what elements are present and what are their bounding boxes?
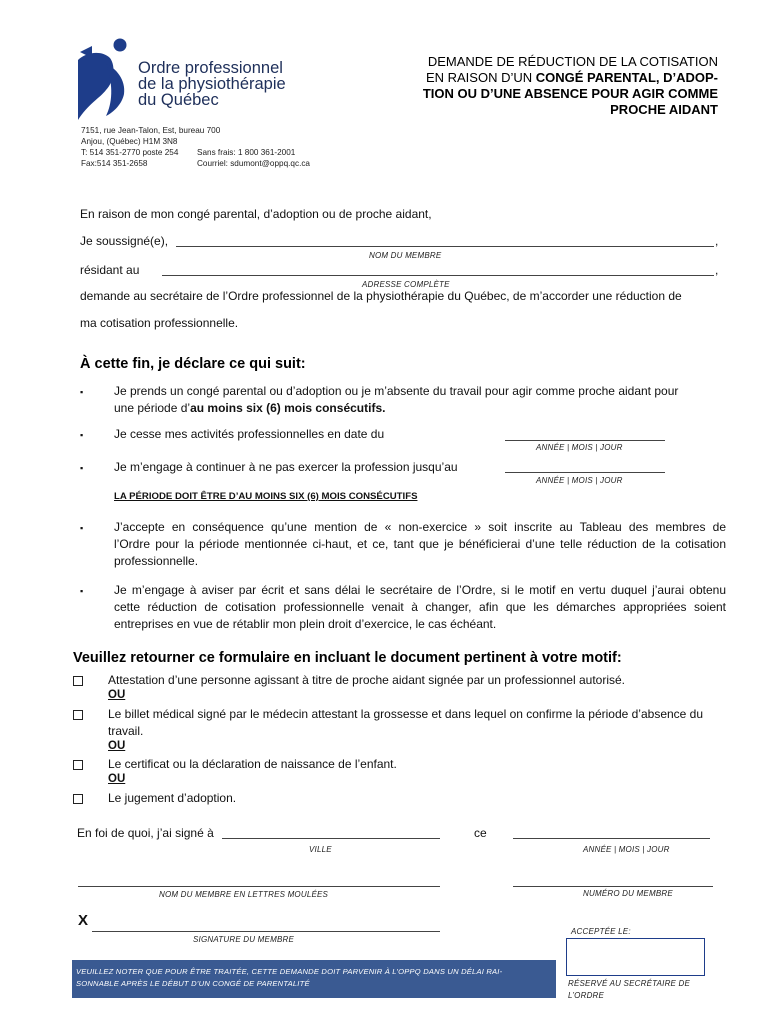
soussigne-label: Je soussigné(e),	[80, 234, 169, 248]
birth-certificate-checkbox[interactable]	[73, 760, 83, 770]
option-birth-certificate: Le certificat ou la déclaration de naissance de l’enfant.	[108, 757, 397, 771]
intro-line: En raison de mon congé parental, d’adoption ou de proche aidant,	[80, 207, 432, 221]
declaration-item-1	[114, 383, 726, 417]
declaration-item-1-line-1: Je prends un congé parental ou d’adoption ou je m’absente du travail pour agir comme proche aidant pour	[114, 384, 679, 398]
signature-caption: SIGNATURE DU MEMBRE	[193, 935, 294, 944]
logo-line-3: du Québec	[138, 91, 219, 109]
notice-line-2: SONNABLE APRÈS LE DÉBUT D’UN CONGÉ DE PARENTALITÉ	[76, 979, 310, 988]
declaration-item-1-line-2-plain: une période d’	[114, 401, 191, 415]
ou-label: OU	[108, 740, 126, 752]
sign-date-field[interactable]	[513, 838, 710, 839]
acceptee-label: ACCEPTÉE LE:	[571, 927, 631, 936]
sign-date-caption: ANNÉE | MOIS | JOUR	[583, 845, 670, 854]
declaration-item-1-line-2-bold: au moins six (6) mois consécutifs.	[190, 401, 386, 415]
declaration-item-5-line-3: entreprises en vue de rétablir mon plein droit d’exercice, le cas échéant.	[114, 617, 497, 631]
end-date-caption: ANNÉE | MOIS | JOUR	[536, 476, 623, 485]
ce-label: ce	[474, 826, 487, 840]
signature-x-mark: X	[78, 912, 89, 929]
address-tollfree: Sans frais: 1 800 361-2001	[197, 148, 296, 157]
title-line-2-bold: CONGÉ PARENTAL, D’ADOP-	[535, 70, 718, 85]
start-date-field[interactable]	[505, 440, 665, 441]
reserve-line-2: L’ORDRE	[568, 991, 605, 1000]
address-block	[81, 125, 341, 169]
declaration-item-3: Je m’engage à continuer à ne pas exercer la profession jusqu’au	[114, 460, 458, 474]
signature-field[interactable]	[92, 931, 440, 932]
bullet-icon: ▪	[80, 430, 84, 440]
page-title	[380, 54, 718, 118]
declaration-item-4	[114, 519, 726, 570]
bullet-icon: ▪	[80, 523, 84, 533]
end-date-field[interactable]	[505, 472, 665, 473]
residant-label: résidant au	[80, 263, 140, 277]
declaration-heading: À cette fin, je déclare ce qui suit:	[80, 356, 306, 372]
acceptance-date-box[interactable]	[566, 938, 705, 976]
comma-1: ,	[715, 234, 719, 248]
address-fax: Fax:514 351-2658	[81, 159, 148, 168]
notice-line-1: VEUILLEZ NOTER QUE POUR ÊTRE TRAITÉE, CETTE DEMANDE DOIT PARVENIR À L’OPPQ DANS UN DÉLAI RAI-	[76, 967, 503, 976]
address-city: Anjou, (Québec) H1M 3N8	[81, 137, 178, 146]
ou-label: OU	[108, 689, 126, 701]
logo-mark-icon	[76, 38, 138, 122]
declaration-item-5-line-2: cette réduction de cotisation professionnelle venait à changer, afin que les démarches appropriées soient	[114, 600, 726, 614]
reserve-line-1: RÉSERVÉ AU SECRÉTAIRE DE	[568, 979, 691, 988]
title-line-3: TION OU D’UNE ABSENCE POUR AGIR COMME	[422, 86, 718, 101]
option-medical-line-2: travail.	[108, 724, 144, 738]
medical-checkbox[interactable]	[73, 710, 83, 720]
attestation-checkbox[interactable]	[73, 676, 83, 686]
option-adoption: Le jugement d’adoption.	[108, 791, 237, 805]
address-street: 7151, rue Jean-Talon, Est, bureau 700	[81, 126, 221, 135]
comma-2: ,	[715, 263, 719, 277]
title-line-4: PROCHE AIDANT	[610, 102, 718, 117]
ou-label: OU	[108, 773, 126, 785]
reserve-note	[568, 978, 690, 1002]
member-name-field[interactable]	[176, 246, 714, 247]
member-print-name-caption: NOM DU MEMBRE EN LETTRES MOULÉES	[159, 890, 329, 899]
declaration-item-5	[114, 582, 726, 633]
adoption-checkbox[interactable]	[73, 794, 83, 804]
declaration-item-4-line-3: professionnelle.	[114, 554, 199, 568]
declaration-item-4-line-2: l’Ordre pour la période mentionnée ci-haut, et ce, tant que je bénéficierai d’une telle réduction de la cotisation	[114, 537, 726, 551]
member-number-caption: NUMÉRO DU MEMBRE	[583, 889, 673, 898]
period-notice: LA PÉRIODE DOIT ÊTRE D’AU MOINS SIX (6) MOIS CONSÉCUTIFS	[114, 491, 418, 502]
notice-banner	[72, 960, 556, 998]
address-email: Courriel: sdumont@oppq.qc.ca	[197, 159, 310, 168]
title-line-1: DEMANDE DE RÉDUCTION DE LA COTISATION	[427, 54, 718, 69]
logo-line-2: de la physiothérapie	[138, 75, 286, 93]
demande-line-2: ma cotisation professionnelle.	[80, 316, 239, 330]
en-foi-label: En foi de quoi, j’ai signé à	[77, 826, 214, 840]
option-attestation: Attestation d’une personne agissant à titre de proche aidant signée par un professionnel autorisé.	[108, 673, 626, 687]
member-name-caption: NOM DU MEMBRE	[369, 251, 442, 260]
declaration-item-2: Je cesse mes activités professionnelles en date du	[114, 427, 385, 441]
bullet-icon: ▪	[80, 387, 84, 397]
option-medical-line-1: Le billet médical signé par le médecin attestant la grossesse et dans lequel on confirme la période d’absence du	[108, 707, 704, 721]
address-caption: ADRESSE COMPLÈTE	[362, 280, 450, 289]
demande-line-1: demande au secrétaire de l’Ordre professionnel de la physiothérapie du Québec, de m’accorder une réduction de	[80, 289, 682, 303]
member-print-name-field[interactable]	[78, 886, 440, 887]
member-number-field[interactable]	[513, 886, 713, 887]
address-phone: T: 514 351-2770 poste 254	[81, 148, 179, 157]
bullet-icon: ▪	[80, 586, 84, 596]
declaration-item-5-line-1: Je m’engage à aviser par écrit et sans délai le secrétaire de l’Ordre, si le motif en vertu duquel j’aurai obtenu	[114, 583, 726, 597]
start-date-caption: ANNÉE | MOIS | JOUR	[536, 443, 623, 452]
declaration-item-4-line-1: J’accepte en conséquence qu’une mention de « non-exercice » soit inscrite au Tableau des membres de	[114, 520, 726, 534]
bullet-icon: ▪	[80, 463, 84, 473]
logo-line-1: Ordre professionnel	[138, 59, 283, 77]
city-field[interactable]	[222, 838, 440, 839]
address-field[interactable]	[162, 275, 714, 276]
title-line-2-plain: EN RAISON D’UN	[425, 70, 536, 85]
city-caption: VILLE	[309, 845, 332, 854]
logo	[76, 38, 286, 122]
documents-heading: Veuillez retourner ce formulaire en incluant le document pertinent à votre motif:	[73, 650, 622, 666]
